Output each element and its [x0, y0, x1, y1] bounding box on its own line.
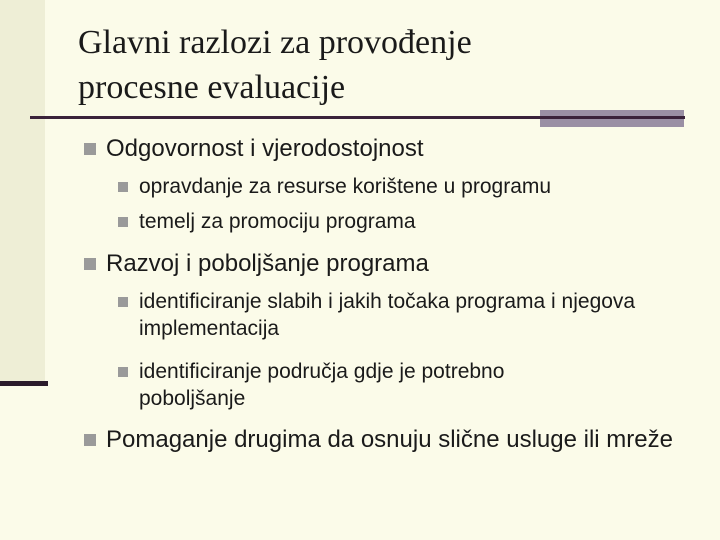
bullet-square-icon	[84, 143, 96, 155]
sub-bullet-square-icon	[118, 182, 128, 192]
bullet-2-sub-2: identificiranje područja gdje je potrebno poboljšanje	[139, 360, 505, 410]
bullet-2: Razvoj i poboljšanje programa	[106, 250, 429, 277]
bullet-3: Pomaganje drugima da osnuju slične usluge ili mreže	[106, 426, 673, 453]
title-underline-accent-line	[540, 116, 684, 119]
bullet-1-sub-2: temelj za promociju programa	[139, 210, 416, 233]
sub-bullet-square-icon	[118, 217, 128, 227]
bullet-square-icon	[84, 434, 96, 446]
sub-bullet-square-icon	[118, 297, 128, 307]
sub-bullet-square-icon	[118, 367, 128, 377]
bullet-2-sub-1: identificiranje slabih i jakih točaka programa i njegova implementacija	[139, 290, 636, 340]
left-decor-band	[0, 0, 45, 383]
bullet-1: Odgovornost i vjerodostojnost	[106, 135, 424, 162]
bullet-square-icon	[84, 258, 96, 270]
slide-title-line-1: Glavni razlozi za provođenje	[78, 24, 472, 61]
left-decor-accent	[0, 381, 48, 386]
bullet-1-sub-1: opravdanje za resurse korištene u programu	[139, 175, 552, 198]
slide-title	[78, 20, 678, 110]
slide-title-line-2: procesne evaluacije	[78, 69, 346, 106]
